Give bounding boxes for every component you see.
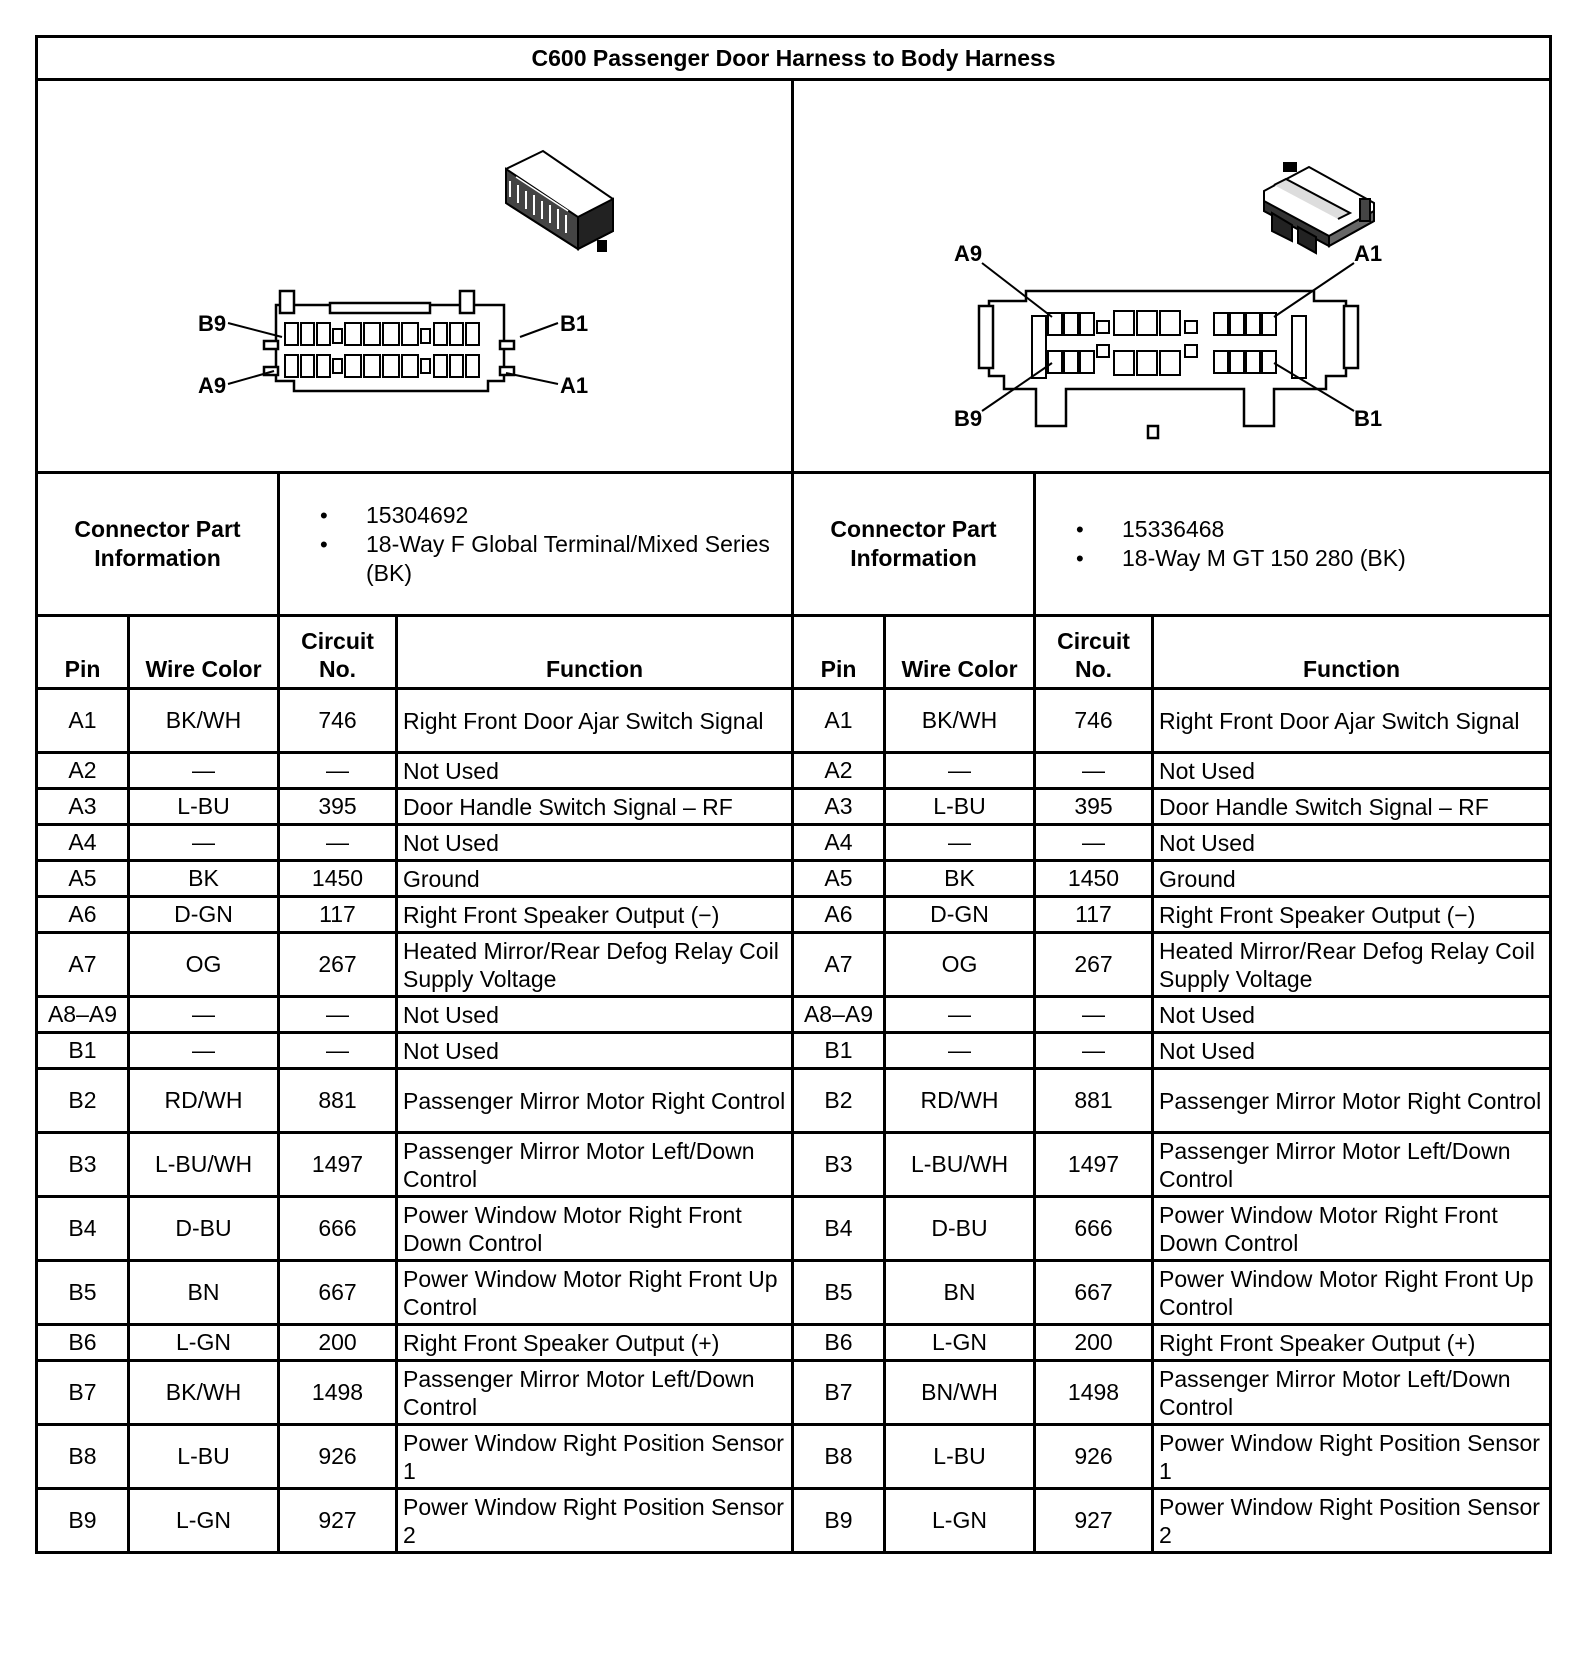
right-function-cell: Right Front Door Ajar Switch Signal xyxy=(1153,689,1551,753)
left-circuit-cell: 667 xyxy=(279,1261,397,1325)
right-pin-cell: B3 xyxy=(793,1133,885,1197)
left-circuit-cell: — xyxy=(279,1033,397,1069)
left-circuit-cell: 117 xyxy=(279,897,397,933)
left-wire-color-cell: L-GN xyxy=(129,1325,279,1361)
right-function-cell: Passenger Mirror Motor Left/Down Control xyxy=(1153,1361,1551,1425)
left-circuit-cell: 927 xyxy=(279,1489,397,1553)
left-wire-color-cell: BK xyxy=(129,861,279,897)
left-connector-drawing xyxy=(38,81,794,471)
left-pin-cell: B3 xyxy=(37,1133,129,1197)
right-connector-drawing xyxy=(794,81,1550,471)
left-connector-part-info xyxy=(279,473,793,616)
left-pin-cell: A4 xyxy=(37,825,129,861)
left-circuit-cell: 267 xyxy=(279,933,397,997)
right-function-cell: Not Used xyxy=(1153,1033,1551,1069)
left-circuit-cell: 666 xyxy=(279,1197,397,1261)
right-circuit-cell: 200 xyxy=(1035,1325,1153,1361)
right-circuit-cell: 1498 xyxy=(1035,1361,1153,1425)
left-circuit-cell: 200 xyxy=(279,1325,397,1361)
table-row xyxy=(37,1197,1551,1261)
left-connector-face-view xyxy=(264,291,514,391)
table-row xyxy=(37,1325,1551,1361)
right-connector-figure xyxy=(793,80,1551,473)
left-pin-cell: B6 xyxy=(37,1325,129,1361)
right-pin-cell: A1 xyxy=(793,689,885,753)
right-pin-cell: B7 xyxy=(793,1361,885,1425)
left-pin-cell: B4 xyxy=(37,1197,129,1261)
right-pin-cell: A3 xyxy=(793,789,885,825)
right-header-wire-color: Wire Color xyxy=(885,616,1035,689)
left-wire-color-cell: BN xyxy=(129,1261,279,1325)
left-function-cell: Right Front Speaker Output (+) xyxy=(397,1325,793,1361)
right-circuit-cell: — xyxy=(1035,753,1153,789)
right-circuit-cell: — xyxy=(1035,997,1153,1033)
right-circuit-cell: 1450 xyxy=(1035,861,1153,897)
right-wire-color-cell: BK xyxy=(885,861,1035,897)
right-wire-color-cell: BN/WH xyxy=(885,1361,1035,1425)
right-wire-color-cell: L-GN xyxy=(885,1489,1035,1553)
right-function-cell: Passenger Mirror Motor Left/Down Control xyxy=(1153,1133,1551,1197)
right-label-a1: A1 xyxy=(1354,241,1383,266)
table-row xyxy=(37,1133,1551,1197)
left-pin-cell: A3 xyxy=(37,789,129,825)
left-function-cell: Power Window Right Position Sensor 1 xyxy=(397,1425,793,1489)
table-row xyxy=(37,1261,1551,1325)
right-pin-cell: B2 xyxy=(793,1069,885,1133)
left-wire-color-cell: — xyxy=(129,1033,279,1069)
right-pin-cell: B6 xyxy=(793,1325,885,1361)
right-function-cell: Not Used xyxy=(1153,997,1551,1033)
left-pin-cell: A8–A9 xyxy=(37,997,129,1033)
left-label-a9: A9 xyxy=(198,373,227,398)
right-pin-cell: A4 xyxy=(793,825,885,861)
left-wire-color-cell: BK/WH xyxy=(129,689,279,753)
left-wire-color-cell: — xyxy=(129,753,279,789)
right-function-cell: Right Front Speaker Output (+) xyxy=(1153,1325,1551,1361)
right-function-cell: Power Window Motor Right Front Down Control xyxy=(1153,1197,1551,1261)
left-label-b1: B1 xyxy=(560,311,589,336)
right-part-description: • 18-Way M GT 150 280 (BK) xyxy=(1122,544,1549,573)
left-wire-color-cell: L-BU xyxy=(129,789,279,825)
right-wire-color-cell: RD/WH xyxy=(885,1069,1035,1133)
right-circuit-cell: 926 xyxy=(1035,1425,1153,1489)
column-header-row xyxy=(37,616,1551,689)
table-row xyxy=(37,1361,1551,1425)
left-pin-cell: A7 xyxy=(37,933,129,997)
left-wire-color-cell: RD/WH xyxy=(129,1069,279,1133)
right-pin-cell: A5 xyxy=(793,861,885,897)
right-wire-color-cell: — xyxy=(885,825,1035,861)
right-label-a9: A9 xyxy=(954,241,983,266)
left-circuit-cell: — xyxy=(279,753,397,789)
right-wire-color-cell: L-BU xyxy=(885,1425,1035,1489)
left-function-cell: Not Used xyxy=(397,997,793,1033)
right-pin-cell: B1 xyxy=(793,1033,885,1069)
right-wire-color-cell: L-GN xyxy=(885,1325,1035,1361)
left-header-pin: Pin xyxy=(37,616,129,689)
right-connector-part-info-label: Connector Part Information xyxy=(793,473,1035,616)
left-pin-cell: A5 xyxy=(37,861,129,897)
left-connector-part-info-label: Connector Part Information xyxy=(37,473,279,616)
right-circuit-cell: 667 xyxy=(1035,1261,1153,1325)
left-pin-cell: B9 xyxy=(37,1489,129,1553)
right-wire-color-cell: L-BU/WH xyxy=(885,1133,1035,1197)
left-circuit-cell: 746 xyxy=(279,689,397,753)
left-pin-cell: A1 xyxy=(37,689,129,753)
left-wire-color-cell: L-GN xyxy=(129,1489,279,1553)
table-row xyxy=(37,753,1551,789)
left-header-function: Function xyxy=(397,616,793,689)
table-row xyxy=(37,861,1551,897)
table-row xyxy=(37,825,1551,861)
left-function-cell: Power Window Motor Right Front Up Control xyxy=(397,1261,793,1325)
left-function-cell: Power Window Motor Right Front Down Control xyxy=(397,1197,793,1261)
left-part-number: • 15304692 xyxy=(366,501,791,530)
table-row xyxy=(37,789,1551,825)
left-pin-cell: B7 xyxy=(37,1361,129,1425)
left-function-cell: Passenger Mirror Motor Left/Down Control xyxy=(397,1133,793,1197)
right-header-circuit: Circuit No. xyxy=(1035,616,1153,689)
right-part-number: • 15336468 xyxy=(1122,515,1549,544)
left-connector-3d-view xyxy=(506,151,613,251)
right-pin-cell: A2 xyxy=(793,753,885,789)
document-title: C600 Passenger Door Harness to Body Harness xyxy=(37,37,1551,80)
right-wire-color-cell: BK/WH xyxy=(885,689,1035,753)
left-pin-cell: B1 xyxy=(37,1033,129,1069)
table-row xyxy=(37,1069,1551,1133)
left-function-cell: Not Used xyxy=(397,1033,793,1069)
right-wire-color-cell: — xyxy=(885,1033,1035,1069)
left-header-circuit: Circuit No. xyxy=(279,616,397,689)
left-wire-color-cell: — xyxy=(129,997,279,1033)
left-wire-color-cell: OG xyxy=(129,933,279,997)
right-circuit-cell: 666 xyxy=(1035,1197,1153,1261)
left-function-cell: Not Used xyxy=(397,753,793,789)
left-pin-cell: A2 xyxy=(37,753,129,789)
left-function-cell: Heated Mirror/Rear Defog Relay Coil Supply Voltage xyxy=(397,933,793,997)
left-circuit-cell: 395 xyxy=(279,789,397,825)
table-row xyxy=(37,933,1551,997)
right-connector-face-view xyxy=(979,291,1358,438)
right-circuit-cell: 267 xyxy=(1035,933,1153,997)
left-function-cell: Door Handle Switch Signal – RF xyxy=(397,789,793,825)
right-label-b9: B9 xyxy=(954,406,983,431)
right-circuit-cell: 746 xyxy=(1035,689,1153,753)
right-wire-color-cell: — xyxy=(885,753,1035,789)
left-function-cell: Right Front Speaker Output (−) xyxy=(397,897,793,933)
left-circuit-cell: 926 xyxy=(279,1425,397,1489)
right-circuit-cell: — xyxy=(1035,1033,1153,1069)
right-pin-cell: B8 xyxy=(793,1425,885,1489)
right-connector-part-info xyxy=(1035,473,1551,616)
right-header-function: Function xyxy=(1153,616,1551,689)
left-wire-color-cell: — xyxy=(129,825,279,861)
table-row xyxy=(37,1425,1551,1489)
left-wire-color-cell: BK/WH xyxy=(129,1361,279,1425)
right-pin-cell: A6 xyxy=(793,897,885,933)
right-circuit-cell: — xyxy=(1035,825,1153,861)
right-circuit-cell: 395 xyxy=(1035,789,1153,825)
right-label-b1: B1 xyxy=(1354,406,1383,431)
right-circuit-cell: 927 xyxy=(1035,1489,1153,1553)
left-header-wire-color: Wire Color xyxy=(129,616,279,689)
right-function-cell: Door Handle Switch Signal – RF xyxy=(1153,789,1551,825)
left-part-description: • 18-Way F Global Terminal/Mixed Series (BK) xyxy=(366,530,791,588)
left-circuit-cell: 1450 xyxy=(279,861,397,897)
right-function-cell: Heated Mirror/Rear Defog Relay Coil Supply Voltage xyxy=(1153,933,1551,997)
left-label-b9: B9 xyxy=(198,311,227,336)
right-wire-color-cell: D-BU xyxy=(885,1197,1035,1261)
left-circuit-cell: — xyxy=(279,997,397,1033)
left-label-a1: A1 xyxy=(560,373,589,398)
right-connector-3d-view xyxy=(1264,163,1374,253)
left-circuit-cell: 1498 xyxy=(279,1361,397,1425)
table-row xyxy=(37,897,1551,933)
connector-table xyxy=(35,35,1552,1554)
left-function-cell: Ground xyxy=(397,861,793,897)
left-function-cell: Passenger Mirror Motor Right Control xyxy=(397,1069,793,1133)
left-function-cell: Power Window Right Position Sensor 2 xyxy=(397,1489,793,1553)
table-row xyxy=(37,689,1551,753)
right-wire-color-cell: OG xyxy=(885,933,1035,997)
left-pin-cell: A6 xyxy=(37,897,129,933)
right-function-cell: Not Used xyxy=(1153,825,1551,861)
right-circuit-cell: 117 xyxy=(1035,897,1153,933)
left-pin-cell: B8 xyxy=(37,1425,129,1489)
connector-document xyxy=(35,35,1549,1554)
table-row xyxy=(37,1033,1551,1069)
left-function-cell: Not Used xyxy=(397,825,793,861)
right-wire-color-cell: L-BU xyxy=(885,789,1035,825)
right-function-cell: Power Window Right Position Sensor 2 xyxy=(1153,1489,1551,1553)
right-wire-color-cell: — xyxy=(885,997,1035,1033)
right-circuit-cell: 1497 xyxy=(1035,1133,1153,1197)
right-function-cell: Ground xyxy=(1153,861,1551,897)
right-circuit-cell: 881 xyxy=(1035,1069,1153,1133)
right-pin-cell: A7 xyxy=(793,933,885,997)
right-function-cell: Right Front Speaker Output (−) xyxy=(1153,897,1551,933)
right-function-cell: Passenger Mirror Motor Right Control xyxy=(1153,1069,1551,1133)
right-header-pin: Pin xyxy=(793,616,885,689)
left-circuit-cell: 881 xyxy=(279,1069,397,1133)
right-pin-cell: A8–A9 xyxy=(793,997,885,1033)
left-pin-cell: B5 xyxy=(37,1261,129,1325)
left-pin-cell: B2 xyxy=(37,1069,129,1133)
left-wire-color-cell: D-GN xyxy=(129,897,279,933)
left-circuit-cell: — xyxy=(279,825,397,861)
right-function-cell: Not Used xyxy=(1153,753,1551,789)
right-wire-color-cell: D-GN xyxy=(885,897,1035,933)
right-function-cell: Power Window Right Position Sensor 1 xyxy=(1153,1425,1551,1489)
left-circuit-cell: 1497 xyxy=(279,1133,397,1197)
right-pin-cell: B9 xyxy=(793,1489,885,1553)
right-pin-cell: B5 xyxy=(793,1261,885,1325)
right-wire-color-cell: BN xyxy=(885,1261,1035,1325)
right-function-cell: Power Window Motor Right Front Up Control xyxy=(1153,1261,1551,1325)
table-row xyxy=(37,1489,1551,1553)
left-function-cell: Passenger Mirror Motor Left/Down Control xyxy=(397,1361,793,1425)
left-connector-figure xyxy=(37,80,793,473)
left-wire-color-cell: D-BU xyxy=(129,1197,279,1261)
left-function-cell: Right Front Door Ajar Switch Signal xyxy=(397,689,793,753)
right-pin-cell: B4 xyxy=(793,1197,885,1261)
table-row xyxy=(37,997,1551,1033)
left-wire-color-cell: L-BU xyxy=(129,1425,279,1489)
left-wire-color-cell: L-BU/WH xyxy=(129,1133,279,1197)
